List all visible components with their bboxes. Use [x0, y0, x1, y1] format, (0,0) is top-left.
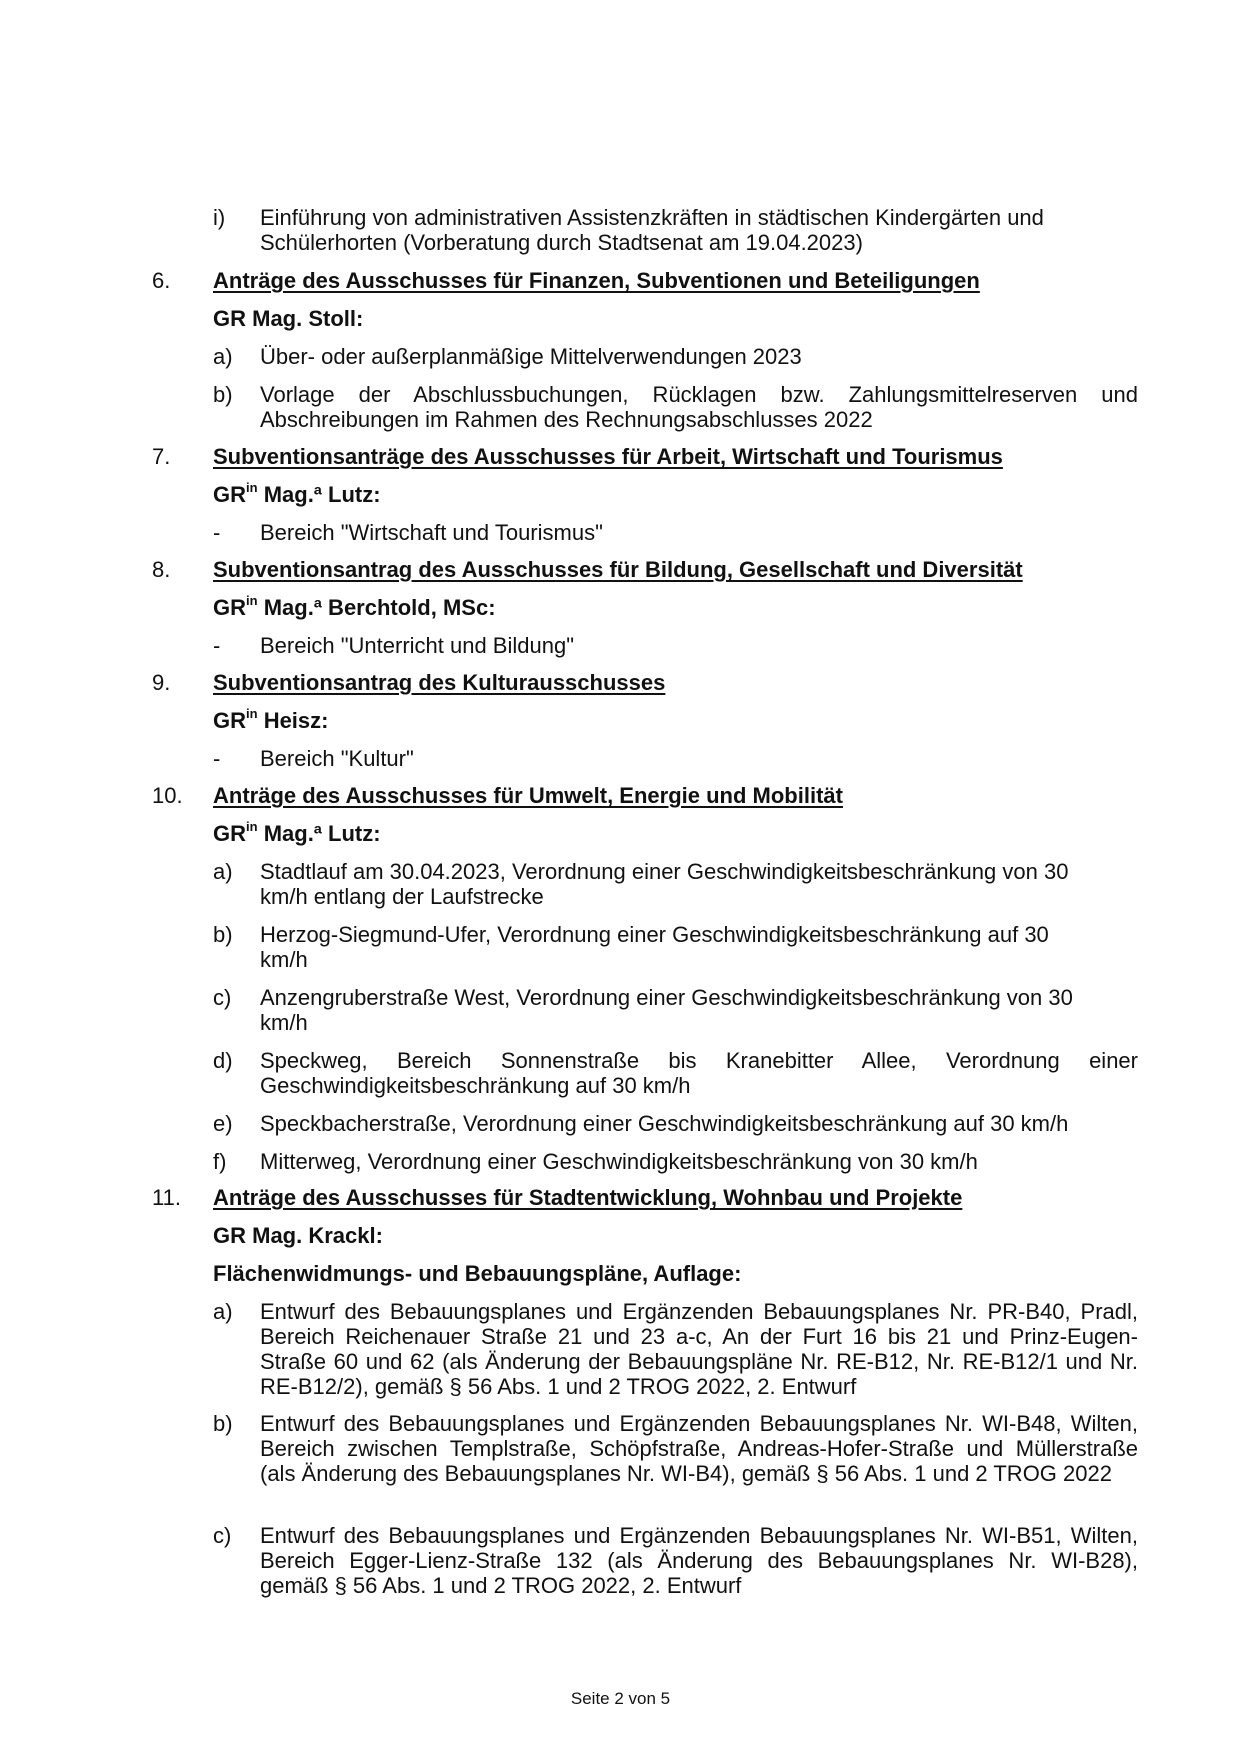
item-text: Herzog-Siegmund-Ufer, Verordnung einer Geschwindigkeitsbeschränkung auf 30 km/h: [260, 922, 1049, 972]
section-number: 6.: [152, 268, 171, 293]
speaker-name: GR Mag. Krackl:: [213, 1223, 383, 1248]
item-letter: a): [213, 1299, 233, 1324]
item-text: Entwurf des Bebauungsplanes und Ergänzenden Bebauungsplanes Nr. WI-B48, Wilten, Bereich zwischen Templstraße, Schöpfstraße, Andreas-Hofer-Straße und Müllerstraße (als Änderung des Bebauungsplanes Nr. WI-B4), gemäß § 56 Abs. 1 und 2 TROG 2022: [260, 1411, 1138, 1486]
speaker-name: $GR^{in}$ Mag.ª Berchtold, MSc:: [213, 592, 496, 620]
item-text: Entwurf des Bebauungsplanes und Ergänzenden Bebauungsplanes Nr. PR-B40, Pradl, Bereich Reichenauer Straße 21 und 23 a-c, An der Furt 16 bis 21 und Prinz-Eugen-Straße 60 und 62 (als Änderung der Bebauungspläne Nr. RE-B12, Nr. RE-B12/1 und Nr. RE-B12/2), gemäß § 56 Abs. 1 und 2 TROG 2022, 2. Entwurf: [260, 1299, 1138, 1399]
item-text: Speckbacherstraße, Verordnung einer Geschwindigkeitsbeschränkung auf 30 km/h: [260, 1111, 1069, 1136]
section-number: 9.: [152, 670, 171, 695]
item-text: Bereich "Kultur": [260, 746, 414, 771]
item-text: Einführung von administrativen Assistenzkräften in städtischen Kindergärten und Schülerhorten (Vorberatung durch Stadtsenat am 19.04.2023): [260, 205, 1044, 255]
section-title: Anträge des Ausschusses für Finanzen, Subventionen und Beteiligungen: [213, 268, 980, 293]
speaker-name: $GR^{in}$ Mag.ª Lutz:: [213, 818, 381, 846]
item-letter: b): [213, 1411, 233, 1436]
section-title: Subventionsantrag des Ausschusses für Bildung, Gesellschaft und Diversität: [213, 557, 1023, 582]
item-letter: c): [213, 985, 232, 1010]
item-text: Stadtlauf am 30.04.2023, Verordnung einer Geschwindigkeitsbeschränkung von 30 km/h entlang der Laufstrecke: [260, 859, 1069, 909]
section-number: 8.: [152, 557, 171, 582]
item-text: Mitterweg, Verordnung einer Geschwindigkeitsbeschränkung von 30 km/h: [260, 1149, 978, 1174]
item-dash: -: [213, 633, 221, 658]
item-dash: -: [213, 746, 221, 771]
speaker-name: GR Mag. Stoll:: [213, 306, 364, 331]
item-text: Anzengruberstraße West, Verordnung einer Geschwindigkeitsbeschränkung von 30 km/h: [260, 985, 1073, 1035]
item-text: Bereich "Unterricht und Bildung": [260, 633, 575, 658]
section-number: 7.: [152, 444, 171, 469]
section-number: 10.: [152, 783, 183, 808]
item-text: Über- oder außerplanmäßige Mittelverwendungen 2023: [260, 344, 802, 369]
item-letter: d): [213, 1048, 233, 1073]
item-letter: b): [213, 382, 233, 407]
item-letter: f): [213, 1149, 227, 1174]
speaker-name: $GR^{in}$ Heisz:: [213, 705, 329, 733]
item-text: Entwurf des Bebauungsplanes und Ergänzenden Bebauungsplanes Nr. WI-B51, Wilten, Bereich Egger-Lienz-Straße 132 (als Änderung des Bebauungsplanes Nr. WI-B28), gemäß § 56 Abs. 1 und 2 TROG 2022, 2. Entwurf: [260, 1523, 1138, 1598]
section-title: Anträge des Ausschusses für Stadtentwicklung, Wohnbau und Projekte: [213, 1185, 963, 1210]
item-letter: e): [213, 1111, 233, 1136]
section-title: Subventionsanträge des Ausschusses für Arbeit, Wirtschaft und Tourismus: [213, 444, 1003, 469]
item-text: Vorlage der Abschlussbuchungen, Rücklagen bzw. Zahlungsmittelreserven und Abschreibungen im Rahmen des Rechnungsabschlusses 2022: [260, 382, 1138, 432]
speaker-name: $GR^{in}$ Mag.ª Lutz:: [213, 479, 381, 507]
item-letter: b): [213, 922, 233, 947]
item-text: Bereich "Wirtschaft und Tourismus": [260, 520, 603, 545]
page-footer: Seite 2 von 5: [570, 1689, 671, 1708]
section-title: Anträge des Ausschusses für Umwelt, Energie und Mobilität: [213, 783, 843, 808]
item-letter: c): [213, 1523, 232, 1548]
subheading: Flächenwidmungs- und Bebauungspläne, Auflage:: [213, 1261, 742, 1286]
item-dash: -: [213, 520, 221, 545]
item-text: Speckweg, Bereich Sonnenstraße bis Kranebitter Allee, Verordnung einer Geschwindigkeitsbeschränkung auf 30 km/h: [260, 1048, 1138, 1098]
section-title: Subventionsantrag des Kulturausschusses: [213, 670, 666, 695]
item-letter: a): [213, 344, 233, 369]
section-number: 11.: [152, 1185, 181, 1210]
item-letter: i): [213, 205, 226, 230]
item-letter: a): [213, 859, 233, 884]
